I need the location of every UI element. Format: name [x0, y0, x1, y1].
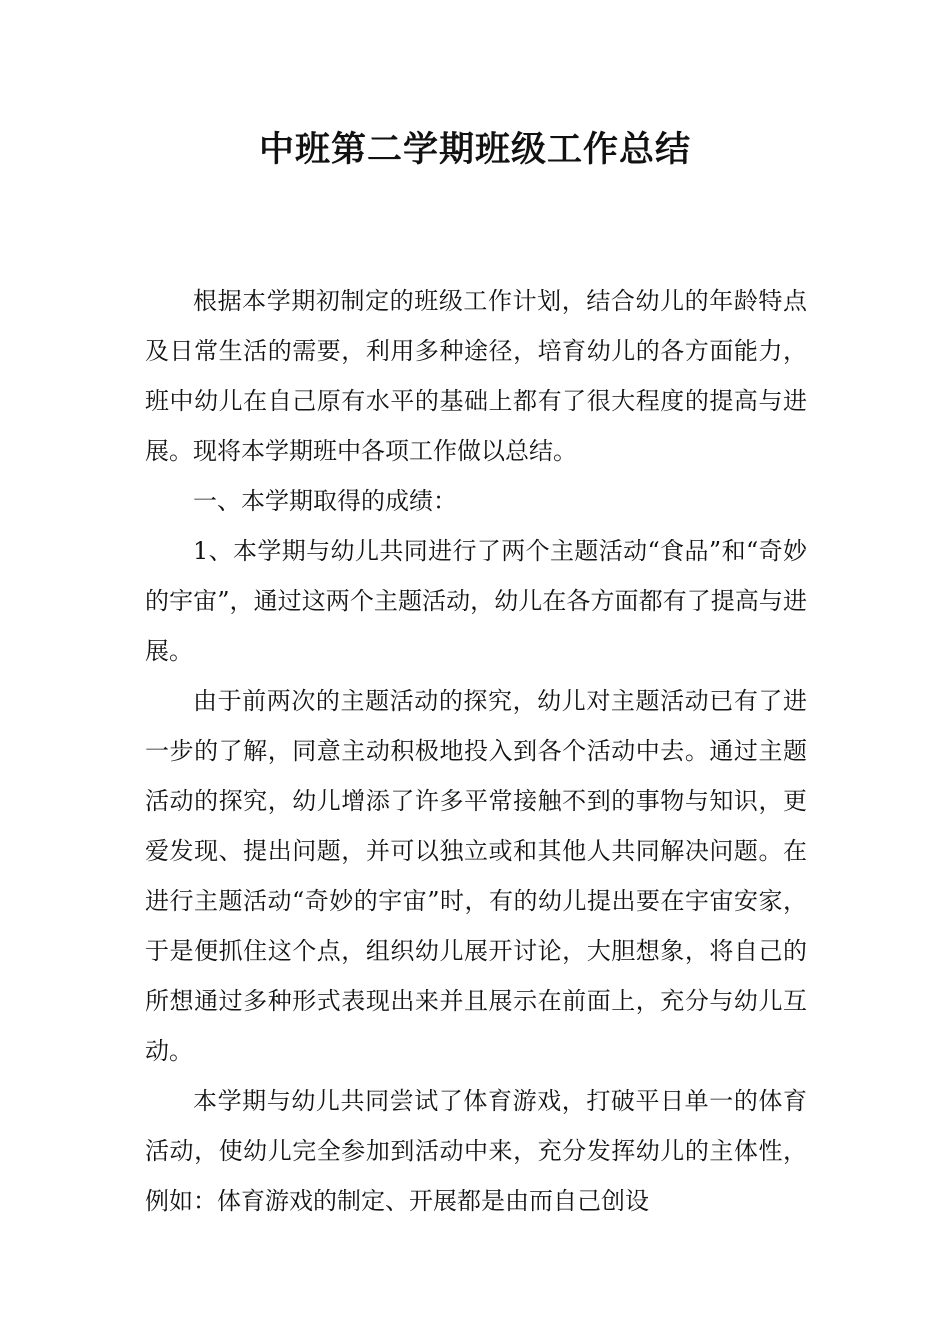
paragraph-theme-exploration: 由于前两次的主题活动的探究，幼儿对主题活动已有了进一步的了解，同意主动积极地投入到各个活动中去。通过主题活动的探究，幼儿增添了许多平常接触不到的事物与知识，更爱发现、提出问题，并可以独立或和其他人共同解决问题。在进行主题活动“奇妙的宇宙”时，有的幼儿提出要在宇宙安家，于是便抓住这个点，组织幼儿展开讨论，大胆想象，将自己的所想通过多种形式表现出来并且展示在前面上，充分与幼儿互动。	[145, 687, 807, 1065]
paragraph-item-1: 1、本学期与幼儿共同进行了两个主题活动“食品”和“奇妙的宇宙”，通过这两个主题活动，幼儿在各方面都有了提高与进展。	[145, 537, 807, 665]
paragraph-sports-games: 本学期与幼儿共同尝试了体育游戏，打破平日单一的体育活动，使幼儿完全参加到活动中来，充分发挥幼儿的主体性，例如：体育游戏的制定、开展都是由而自己创设	[145, 1087, 807, 1215]
document-title: 中班第二学期班级工作总结	[258, 130, 691, 170]
paragraph-intro: 根据本学期初制定的班级工作计划，结合幼儿的年龄特点及日常生活的需要，利用多种途径，培育幼儿的各方面能力，班中幼儿在自己原有水平的基础上都有了很大程度的提高与进展。现将本学期班中各项工作做以总结。	[145, 287, 807, 465]
section-heading-achievements: 一、本学期取得的成绩：	[193, 487, 457, 515]
document-body	[145, 276, 807, 1226]
